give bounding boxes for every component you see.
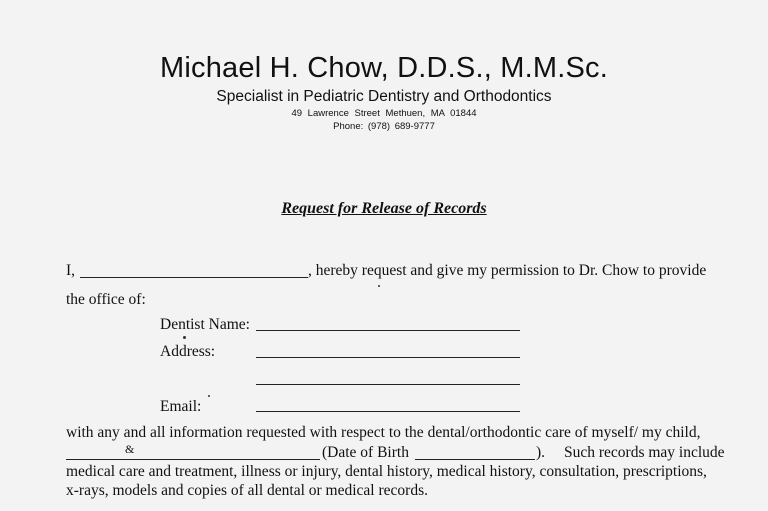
dentist-name-field[interactable]	[256, 330, 520, 331]
office-phone: Phone: (978) 689-9777	[333, 121, 435, 132]
address-field-line1[interactable]	[256, 357, 520, 358]
paragraph-line-2: Such records may include	[564, 444, 725, 461]
date-of-birth-field[interactable]	[415, 459, 535, 460]
paragraph-line-4: x-rays, models and copies of all dental or medical records.	[66, 482, 428, 499]
child-name-field[interactable]	[66, 459, 320, 460]
scan-speck	[208, 395, 210, 397]
dob-label: (Date of Birth	[322, 444, 409, 461]
office-of-label: the office of:	[66, 291, 146, 308]
email-label: Email:	[160, 398, 202, 415]
dentist-name-label: Dentist Name:	[160, 316, 250, 333]
paragraph-line-1: with any and all information requested with respect to the dental/orthodontic care of myself/ my child,	[66, 424, 701, 441]
scan-speck	[183, 336, 186, 339]
form-title: Request for Release of Records	[281, 200, 487, 217]
paragraph-line-3: medical care and treatment, illness or injury, dental history, medical history, consultation, prescriptions,	[66, 463, 707, 480]
patient-name-field[interactable]	[80, 277, 308, 278]
scan-speck	[378, 285, 380, 287]
handwritten-mark: &	[125, 442, 135, 456]
dob-close: ).	[536, 444, 546, 461]
doctor-name-heading: Michael H. Chow, D.D.S., M.M.Sc.	[160, 52, 608, 84]
office-address: 49 Lawrence Street Methuen, MA 01844	[291, 108, 477, 119]
email-field[interactable]	[256, 411, 520, 412]
intro-prefix: I,	[66, 262, 76, 279]
intro-text: , hereby request and give my permission to Dr. Chow to provide	[308, 262, 707, 279]
address-field-line2[interactable]	[256, 384, 520, 385]
address-label: Address:	[160, 343, 216, 360]
specialty-subtitle: Specialist in Pediatric Dentistry and Orthodontics	[216, 88, 552, 105]
